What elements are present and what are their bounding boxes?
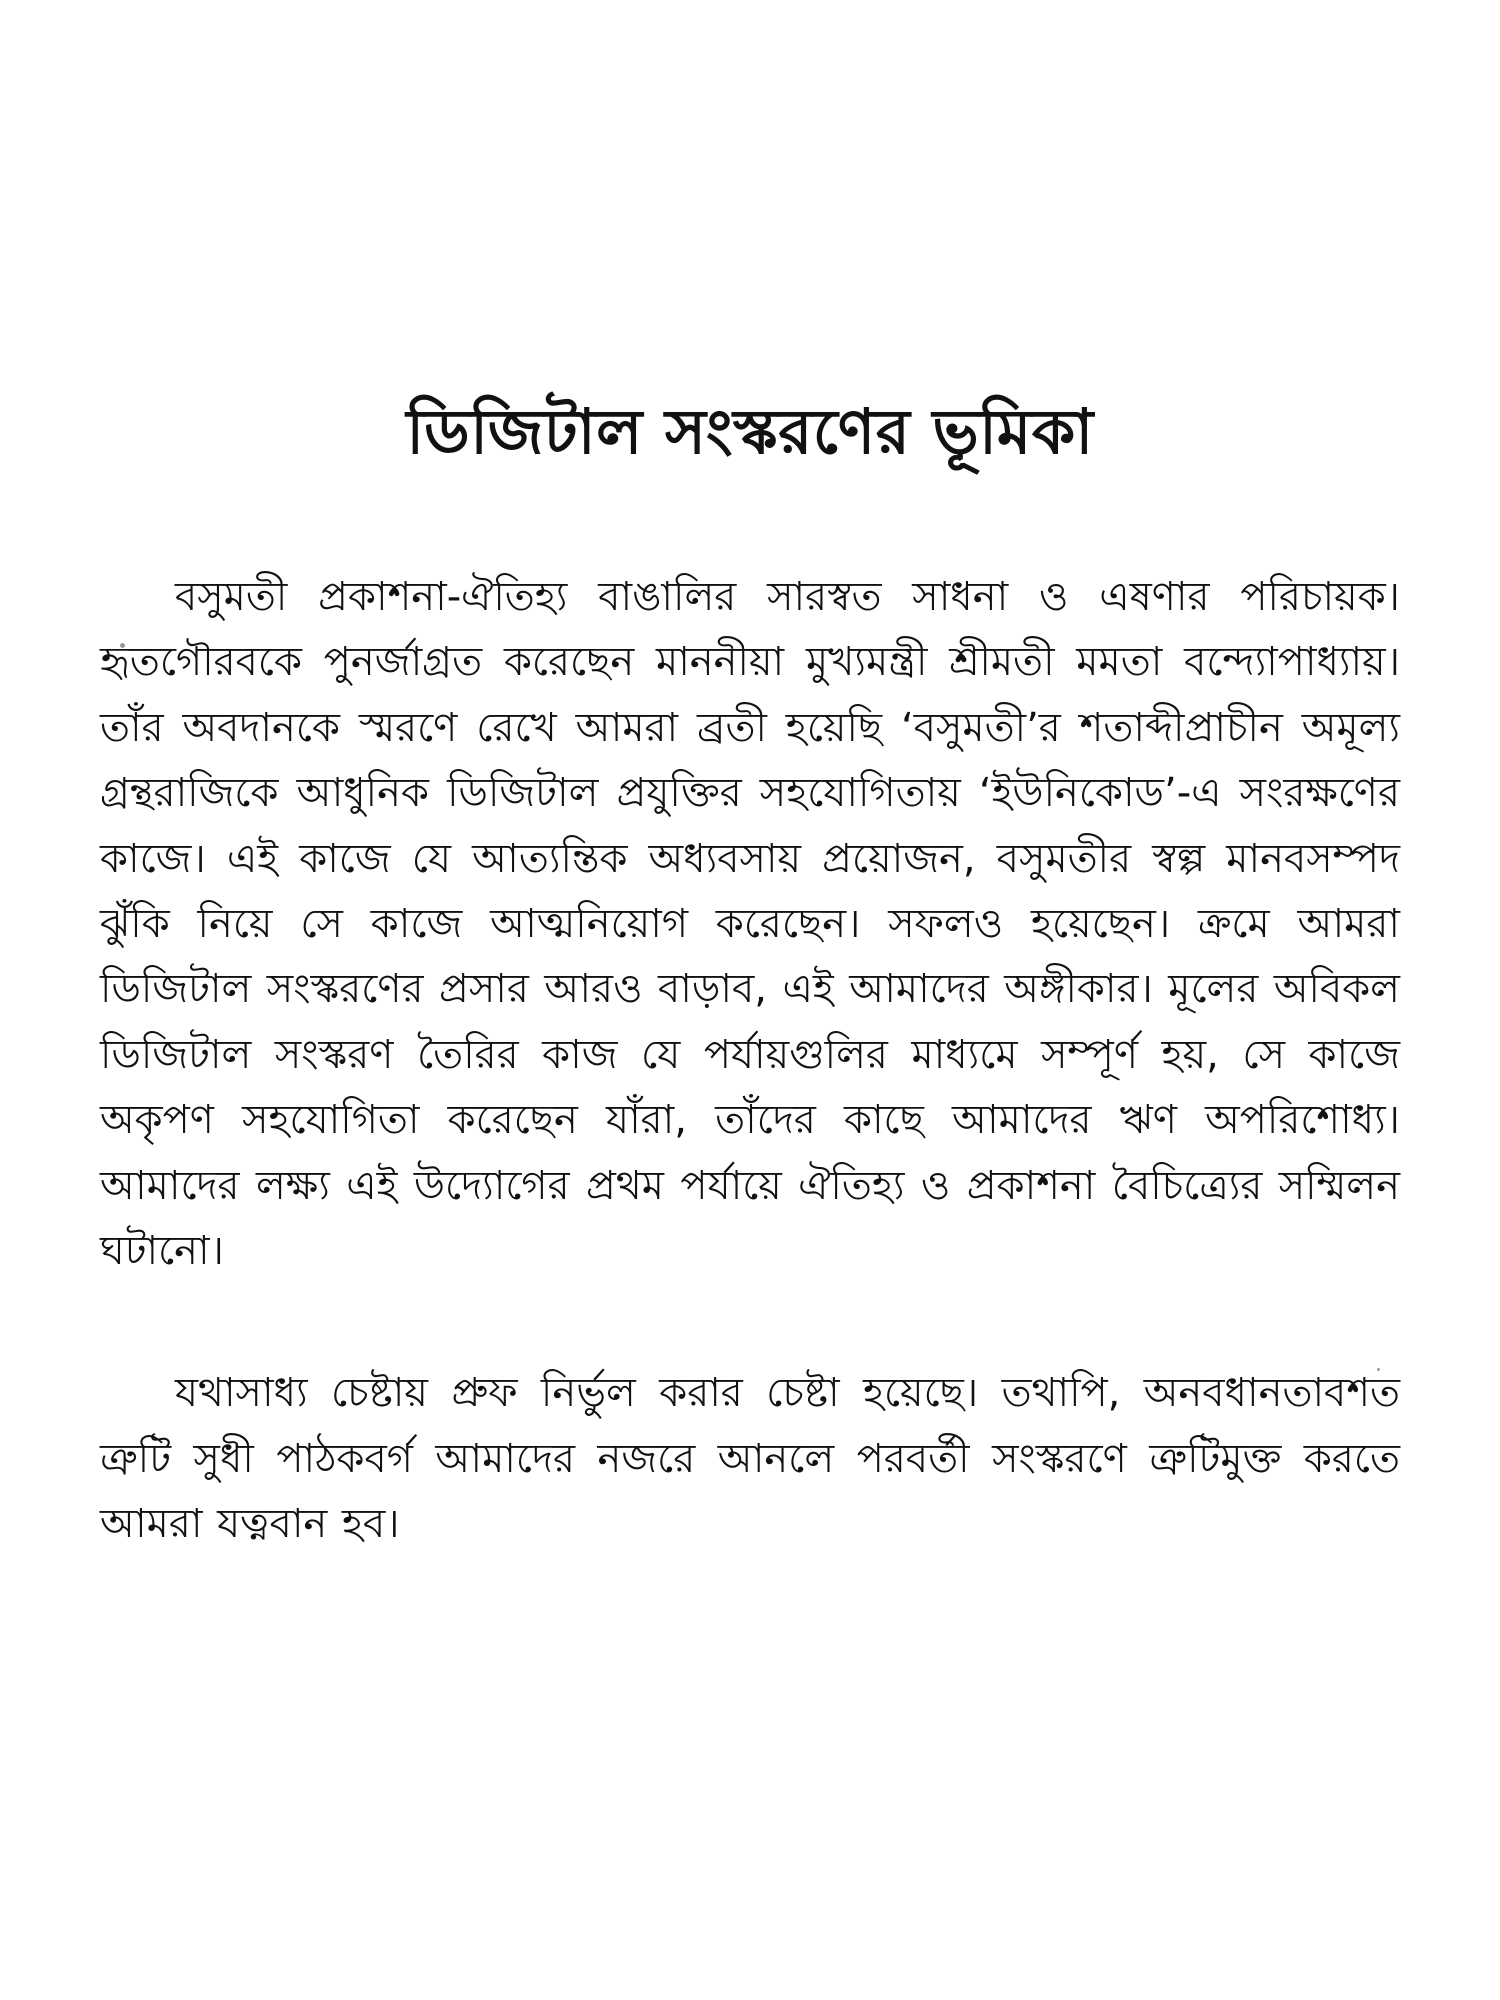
document-body	[100, 565, 1400, 1558]
paragraph-proofreading-note: যথাসাধ্য চেষ্টায় প্রুফ নির্ভুল করার চেষ্টা হয়েছে। তথাপি, অনবধানতাবশত ত্রুটি সুধী পাঠকবর্গ আমাদের নজরে আনলে পরবর্তী সংস্করণে ত্রুটিমুক্ত করতে আমরা যত্নবান হব।	[100, 1370, 1400, 1548]
page-title: ডিজিটাল সংস্করণের ভূমিকা	[406, 395, 1094, 468]
paragraph-introduction: বসুমতী প্রকাশনা-ঐতিহ্য বাঙালির সারস্বত সাধনা ও এষণার পরিচায়ক। হৃতগৌরবকে পুনর্জাগ্রত করেছেন মাননীয়া মুখ্যমন্ত্রী শ্রীমতী মমতা বন্দ্যোপাধ্যায়। তাঁর অবদানকে স্মরণে রেখে আমরা ব্রতী হয়েছি ‘বসুমতী’র শতাব্দীপ্রাচীন অমূল্য গ্রন্থরাজিকে আধুনিক ডিজিটাল প্রযুক্তির সহযোগিতায় ‘ইউনিকোড’-এ সংরক্ষণের কাজে। এই কাজে যে আত্যন্তিক অধ্যবসায় প্রয়োজন, বসুমতীর স্বল্প মানবসম্পদ ঝুঁকি নিয়ে সে কাজে আত্মনিয়োগ করেছেন। সফলও হয়েছেন। ক্রমে আমরা ডিজিটাল সংস্করণের প্রসার আরও বাড়াব, এই আমাদের অঙ্গীকার। মূলের অবিকল ডিজিটাল সংস্করণ তৈরির কাজ যে পর্যায়গুলির মাধ্যমে সম্পূর্ণ হয়, সে কাজে অকৃপণ সহযোগিতা করেছেন যাঁরা, তাঁদের কাছে আমাদের ঋণ অপরিশোধ্য। আমাদের লক্ষ্য এই উদ্যোগের প্রথম পর্যায়ে ঐতিহ্য ও প্রকাশনা বৈচিত্র্যের সম্মিলন ঘটানো।	[100, 574, 1400, 1275]
